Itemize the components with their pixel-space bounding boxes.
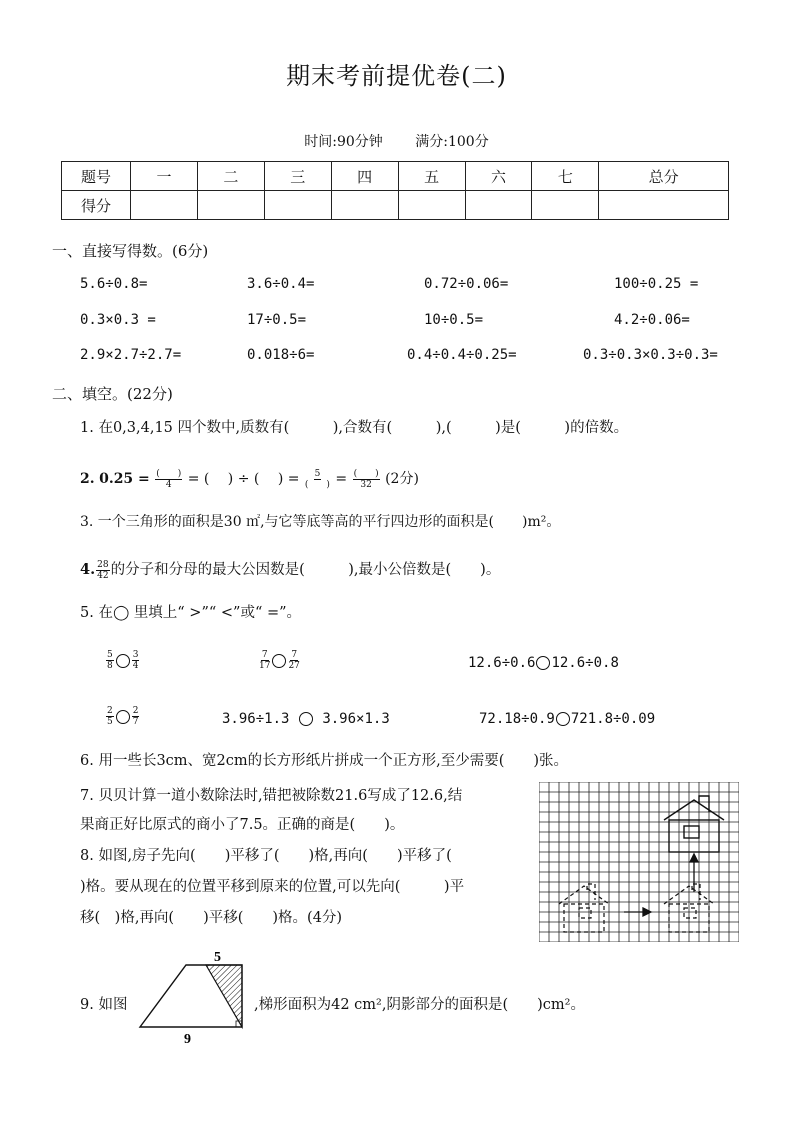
denominator: 4 bbox=[132, 661, 139, 671]
arrow-up-icon bbox=[690, 854, 698, 892]
compare-left: 3.96÷1.3 bbox=[222, 711, 290, 727]
q2-fraction bbox=[155, 469, 182, 490]
full-score: 满分:100分 bbox=[415, 134, 489, 150]
compare-circle[interactable] bbox=[272, 654, 286, 668]
compare-b bbox=[258, 650, 301, 671]
time-limit: 时间:90分钟 bbox=[304, 134, 383, 150]
denominator: 17 bbox=[259, 661, 271, 671]
q2-fraction bbox=[353, 469, 380, 490]
fraction bbox=[259, 650, 270, 671]
numerator: ( ) bbox=[353, 468, 379, 479]
calc-item: 0.3×0.3 = bbox=[80, 312, 156, 328]
question-3: 3. 一个三角形的面积是30 ㎡,与它等底等高的平行四边形的面积是( )m²。 bbox=[80, 514, 561, 530]
compare-left: 12.6÷0.6 bbox=[468, 655, 536, 671]
header-cell: 一 bbox=[131, 162, 198, 191]
exam-meta bbox=[0, 131, 793, 151]
section1-heading: 一、直接写得数。(6分) bbox=[52, 242, 209, 260]
fraction bbox=[132, 650, 140, 671]
fraction bbox=[132, 706, 140, 727]
question-2 bbox=[80, 468, 419, 490]
bottom-base-label: 9 bbox=[184, 1032, 191, 1045]
compare-d bbox=[105, 706, 140, 727]
header-cell: 总分 bbox=[599, 162, 729, 191]
calc-item: 10÷0.5= bbox=[424, 312, 484, 328]
score-table bbox=[61, 161, 729, 220]
top-base-label: 5 bbox=[214, 950, 221, 965]
denominator: 8 bbox=[107, 661, 113, 671]
denominator: 27 bbox=[288, 661, 300, 671]
numerator: 5 bbox=[314, 468, 321, 479]
score-cell[interactable] bbox=[197, 191, 264, 220]
house-moved bbox=[664, 796, 724, 852]
calc-item: 4.2÷0.06= bbox=[614, 312, 690, 328]
header-cell: 六 bbox=[465, 162, 532, 191]
header-cell: 四 bbox=[331, 162, 398, 191]
score-table-row bbox=[62, 191, 729, 220]
compare-e bbox=[222, 711, 390, 727]
score-cell[interactable] bbox=[398, 191, 465, 220]
header-cell: 七 bbox=[532, 162, 599, 191]
translation-grid-figure bbox=[539, 782, 739, 942]
calc-item: 0.4÷0.4÷0.25= bbox=[407, 347, 517, 363]
question-5: 5. 在◯ 里填上“ >”“ <”或“ =”。 bbox=[80, 605, 302, 621]
trapezoid-figure bbox=[136, 947, 248, 1045]
compare-f bbox=[479, 711, 655, 727]
compare-right: 12.6÷0.8 bbox=[551, 655, 619, 671]
q4-text: 的分子和分母的最大公因数是( ),最小公倍数是( )。 bbox=[110, 562, 501, 578]
denominator: 32 bbox=[360, 479, 372, 490]
numerator: 7 bbox=[291, 650, 298, 660]
question-9-prefix: 9. 如图 bbox=[80, 997, 128, 1013]
score-cell[interactable] bbox=[532, 191, 599, 220]
denominator: ( ) bbox=[304, 479, 330, 490]
question-8-line3: 移( )格,再向( )平移( )格。(4分) bbox=[80, 910, 343, 926]
compare-c bbox=[468, 655, 619, 671]
question-1: 1. 在0,3,4,15 四个数中,质数有( ),合数有( ),( )是( )的倍数。 bbox=[80, 420, 629, 436]
numerator: 2 bbox=[132, 706, 139, 716]
calc-item: 0.3÷0.3×0.3÷0.3= bbox=[583, 347, 718, 363]
numerator: 2 bbox=[107, 706, 113, 716]
question-9-suffix: ,梯形面积为42 cm²,阴影部分的面积是( )cm²。 bbox=[254, 997, 585, 1013]
question-7-line2: 果商正好比原式的商小了7.5。正确的商是( )。 bbox=[80, 817, 405, 833]
q2-fraction bbox=[305, 469, 330, 490]
compare-left: 72.18÷0.9 bbox=[479, 711, 555, 727]
calc-item: 3.6÷0.4= bbox=[247, 276, 315, 292]
fraction bbox=[106, 650, 114, 671]
question-7-line1: 7. 贝贝计算一道小数除法时,错把被除数21.6写成了12.6,结 bbox=[80, 788, 463, 804]
question-8-line1: 8. 如图,房子先向( )平移了( )格,再向( )平移了( bbox=[80, 848, 452, 864]
header-cell: 二 bbox=[197, 162, 264, 191]
header-cell: 题号 bbox=[62, 162, 131, 191]
denominator: 5 bbox=[107, 717, 113, 727]
question-4 bbox=[80, 558, 500, 581]
compare-a bbox=[105, 650, 140, 671]
score-cell[interactable] bbox=[599, 191, 729, 220]
house-original bbox=[559, 884, 609, 932]
calc-item: 17÷0.5= bbox=[247, 312, 307, 328]
numerator: 28 bbox=[97, 559, 109, 570]
section2-heading: 二、填空。(22分) bbox=[52, 385, 173, 403]
numerator: ( ) bbox=[156, 468, 182, 479]
calc-item: 0.72÷0.06= bbox=[424, 276, 509, 292]
calc-item: 2.9×2.7÷2.7= bbox=[80, 347, 182, 363]
page-title: 期末考前提优卷(二) bbox=[286, 62, 507, 90]
q4-fraction bbox=[96, 560, 109, 581]
compare-right: 721.8÷0.09 bbox=[570, 711, 656, 727]
score-cell[interactable] bbox=[131, 191, 198, 220]
calc-item: 100÷0.25 = bbox=[614, 276, 699, 292]
q2-number: 2. bbox=[80, 471, 95, 487]
compare-circle[interactable] bbox=[116, 710, 130, 724]
score-cell[interactable] bbox=[264, 191, 331, 220]
q2-equals: = bbox=[335, 471, 348, 487]
header-cell: 三 bbox=[264, 162, 331, 191]
numerator: 7 bbox=[261, 650, 268, 660]
arrow-right-icon bbox=[624, 908, 651, 916]
q2-middle: = ( ) ÷ ( ) = bbox=[187, 471, 300, 487]
denominator: 7 bbox=[132, 717, 139, 727]
q4-number: 4. bbox=[80, 561, 96, 578]
q2-score: (2分) bbox=[385, 471, 419, 487]
compare-circle[interactable] bbox=[299, 712, 313, 726]
q2-lead: 0.25 = bbox=[99, 471, 150, 487]
header-cell: 五 bbox=[398, 162, 465, 191]
calc-item: 5.6÷0.8= bbox=[80, 276, 148, 292]
score-cell[interactable] bbox=[465, 191, 532, 220]
compare-right: 3.96×1.3 bbox=[322, 711, 390, 727]
calc-item: 0.018÷6= bbox=[247, 347, 315, 363]
compare-circle[interactable] bbox=[536, 656, 550, 670]
score-cell[interactable] bbox=[331, 191, 398, 220]
shaded-triangle bbox=[206, 965, 242, 1027]
row-label: 得分 bbox=[62, 191, 131, 220]
denominator: 4 bbox=[165, 479, 172, 490]
compare-circle[interactable] bbox=[556, 712, 570, 726]
fraction bbox=[106, 706, 114, 727]
denominator: 42 bbox=[97, 570, 109, 581]
question-8-line2: )格。要从现在的位置平移到原来的位置,可以先向( )平 bbox=[80, 879, 465, 895]
numerator: 3 bbox=[132, 650, 139, 660]
compare-circle[interactable] bbox=[116, 654, 130, 668]
fraction bbox=[288, 650, 299, 671]
numerator: 5 bbox=[107, 650, 113, 660]
question-6: 6. 用一些长3cm、宽2cm的长方形纸片拼成一个正方形,至少需要( )张。 bbox=[80, 753, 569, 769]
score-table-header bbox=[62, 162, 729, 191]
